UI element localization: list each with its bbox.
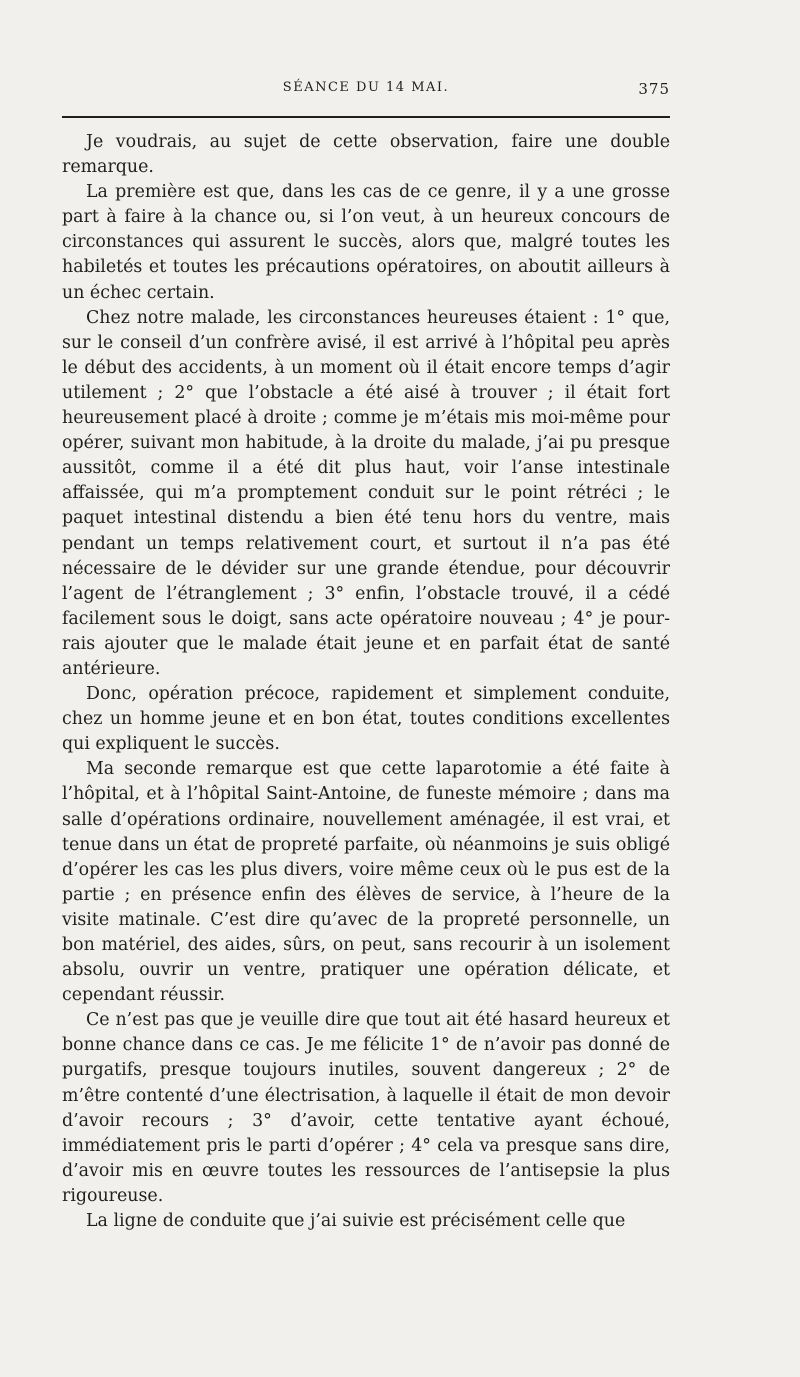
paragraph-3: Chez notre malade, les circonstances heureuses étaient : 1° que, sur le conseil d’un confrère avisé, il est arrivé à l’hôpital peu après le début des accidents, à un moment où il était encore temps d’agir utilement ; 2° que l’obstacle a été aisé à trouver ; il était fort heureusement placé à droite ; comme je m’étais mis moi-même pour opérer, suivant mon habitude, à la droite du malade, j’ai pu presque aussitôt, comme il a été dit plus haut, voir l’anse intestinale affaissée, qui m’a promptement conduit sur le point rétréci ; le paquet intestinal distendu a bien été tenu hors du ventre, mais pendant un temps relativement court, et surtout il n’a pas été nécessaire de le dévider sur une grande étendue, pour découvrir l’agent de l’étranglement ; 3° enfin, l’obstacle trouvé, il a cédé facilement sous le doigt, sans acte opératoire nouveau ; 4° je pourrais ajouter que le malade était jeune et en parfait état de santé antérieure. [62, 307, 670, 679]
paragraph-7: La ligne de conduite que j’ai suivie est précisément celle que [86, 1211, 626, 1232]
running-title: SÉANCE DU 14 MAI. [282, 80, 450, 95]
paragraph-5: Ma seconde remarque est que cette laparotomie a été faite à l’hôpital, et à l’hôpital Saint-Antoine, de funeste mémoire ; dans ma salle d’opérations ordinaire, nouvellement aménagée, il est vrai, et tenue dans un état de propreté parfaite, où néanmoins je suis obligé d’opérer les cas les plus divers, voire même ceux où le pus est de la partie ; en présence enfin des élèves de service, à l’heure de la visite matinale. C’est dire qu’avec de la propreté personnelle, un bon matériel, des aides, sûrs, on peut, sans recourir à un isolement absolu, ouvrir un ventre, pratiquer une opération délicate, et cependant réussir. [62, 759, 670, 1006]
paragraph-1: Je voudrais, au sujet de cette observation, faire une double remarque. [62, 132, 670, 178]
page-header [62, 80, 670, 100]
paragraph-4: Donc, opération précoce, rapidement et simplement conduite, chez un homme jeune et en bon état, toutes conditions excellentes qui expliquent le succès. [62, 684, 670, 755]
paragraph-6: Ce n’est pas que je veuille dire que tout ait été hasard heureux et bonne chance dans ce cas. Je me félicite 1° de n’avoir pas donné de purgatifs, presque toujours inutiles, souvent dangereux ; 2° de m’être contenté d’une électrisation, à laquelle il était de mon devoir d’avoir recours ; 3° d’avoir, cette tentative ayant échoué, immédiatement pris le parti d’opérer ; 4° cela va presque sans dire, d’avoir mis en œuvre toutes les ressources de l’antisepsie la plus rigoureuse. [62, 1010, 670, 1206]
paragraph-2: La première est que, dans les cas de ce genre, il y a une grosse part à faire à la chance ou, si l’on veut, à un heureux concours de circonstances qui assurent le succès, alors que, malgré toutes les habiletés et toutes les précautions opératoires, on aboutit ailleurs à un échec certain. [62, 182, 670, 303]
page-body [62, 130, 670, 1234]
header-rule [62, 116, 670, 118]
page-number: 375 [638, 80, 670, 98]
